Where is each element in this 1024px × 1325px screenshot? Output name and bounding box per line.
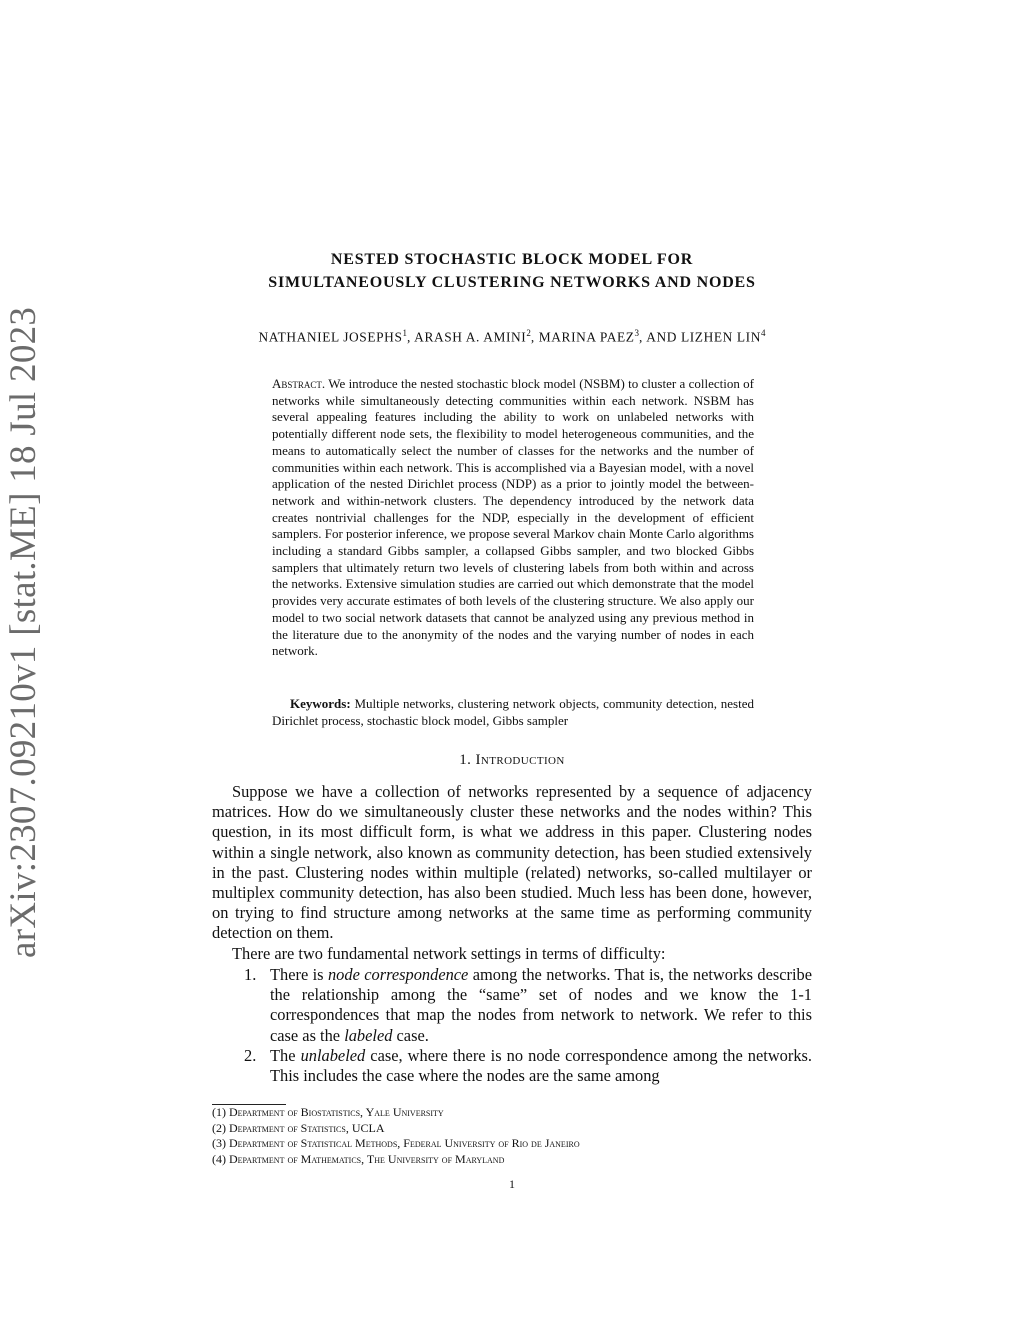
affiliation-mark: 1 xyxy=(402,328,408,338)
footnote-text: Department of Mathematics, The University of Maryland xyxy=(229,1151,505,1166)
footnote-text: Department of Statistics, UCLA xyxy=(229,1120,385,1135)
section-number: 1. xyxy=(459,752,472,768)
abstract xyxy=(272,376,754,660)
author-name: NATHANIEL JOSEPHS xyxy=(258,329,403,345)
abstract-label: Abstract. xyxy=(272,376,326,391)
emphasis-text: node correspondence xyxy=(327,965,469,984)
author-list xyxy=(180,324,844,346)
emphasis-text: unlabeled xyxy=(300,1046,366,1065)
footnote-mark: (2) xyxy=(212,1120,226,1135)
list-text: among the networks. That is, the networks describe the relationship among the “same” set of nodes and we know the 1-1 correspondences that map the nodes from network to network. We refer to this case as the xyxy=(270,965,812,1045)
keywords-label: Keywords: xyxy=(290,696,351,711)
list-text: The xyxy=(270,1046,301,1065)
list-text: case, where there is no node correspondence among the networks. This includes the case where the nodes are the same among xyxy=(270,1046,812,1086)
section-title: Introduction xyxy=(475,752,565,768)
title-line-2: SIMULTANEOUSLY CLUSTERING NETWORKS AND NODES xyxy=(268,274,756,291)
list-text: There is xyxy=(270,965,328,984)
title-line-1: NESTED STOCHASTIC BLOCK MODEL FOR xyxy=(330,251,694,268)
author-name: ARASH A. AMINI xyxy=(414,329,527,345)
intro-paragraph: There are two fundamental network settings in terms of difficulty: xyxy=(232,944,666,963)
keywords-text: Multiple networks, clustering network objects, community detection, nested Dirichlet process, stochastic block model, Gibbs sampler xyxy=(272,696,754,728)
author-separator: , AND xyxy=(639,329,681,345)
footnote-text: Department of Biostatistics, Yale University xyxy=(229,1105,444,1119)
footnotes xyxy=(212,1105,852,1167)
list-number: 1. xyxy=(244,965,257,984)
affiliation-mark: 4 xyxy=(760,328,766,338)
section-heading xyxy=(180,752,844,769)
keywords xyxy=(272,696,754,729)
emphasis-text: labeled xyxy=(344,1025,393,1045)
footnote xyxy=(212,1152,852,1168)
list-item xyxy=(244,1046,812,1086)
footnote xyxy=(212,1136,852,1152)
affiliation-mark: 3 xyxy=(634,328,640,338)
author-separator: , xyxy=(407,329,415,345)
paper-title xyxy=(180,248,844,294)
abstract-text: We introduce the nested stochastic block model (NSBM) to cluster a collection of networks while simultaneously detecting communities within each network. NSBM has several appealing features including the ability to work on unlabeled networks with potentially different node sets, the flexibility to model heterogeneous communities, and the means to automatically select the number of classes for the networks and the number of communities within each network. This is accomplished via a Bayesian model, with a novel application of the nested Dirichlet process (NDP) as a prior to jointly model the between-network and within-network clusters. The dependency introduced by the network data creates nontrivial challenges for the NDP, especially in the development of efficient samplers. For posterior inference, we propose several Markov chain Monte Carlo algorithms including a standard Gibbs sampler, a collapsed Gibbs sampler, and two blocked Gibbs samplers that ultimately return two levels of clustering labels from both within and across the networks. Extensive simulation studies are carried out which demonstrate that the model provides very accurate estimates of both levels of the clustering structure. We also apply our model to two social network datasets that cannot be analyzed using any previous method in the literature due to the anonymity of the nodes and the varying number of nodes in each network. xyxy=(272,376,755,659)
author-separator: , xyxy=(530,329,539,345)
arxiv-identifier: arXiv:2307.09210v1 [stat.ME] 18 Jul 2023 xyxy=(3,306,44,958)
footnote xyxy=(212,1121,852,1137)
author-name: MARINA PAEZ xyxy=(538,329,635,345)
footnote-mark: (4) xyxy=(212,1151,226,1166)
list-item xyxy=(244,965,812,1046)
footnote xyxy=(212,1105,852,1121)
list-text: case. xyxy=(392,1025,429,1045)
affiliation-mark: 2 xyxy=(526,328,531,338)
footnote-mark: (3) xyxy=(212,1136,226,1150)
footnote-text: Department of Statistical Methods, Federal University of Rio de Janeiro xyxy=(229,1136,580,1150)
page-number: 1 xyxy=(509,1177,515,1191)
footnote-mark: (1) xyxy=(212,1105,226,1119)
list-number: 2. xyxy=(244,1046,257,1065)
author-name: LIZHEN LIN xyxy=(680,329,761,345)
intro-paragraph: Suppose we have a collection of networks represented by a sequence of adjacency matrices. How do we simultaneously cluster these networks and the nodes within? This question, in its most difficult form, is what we address in this paper. Clustering nodes within a single network, also known as community detection, has been studied extensively in the past. Clustering nodes within multiple (related) networks, so-called multilayer or multiplex community detection, has also been studied. Much less has been done, however, on trying to find structure among networks at the same time as performing community detection on them. xyxy=(212,782,812,943)
